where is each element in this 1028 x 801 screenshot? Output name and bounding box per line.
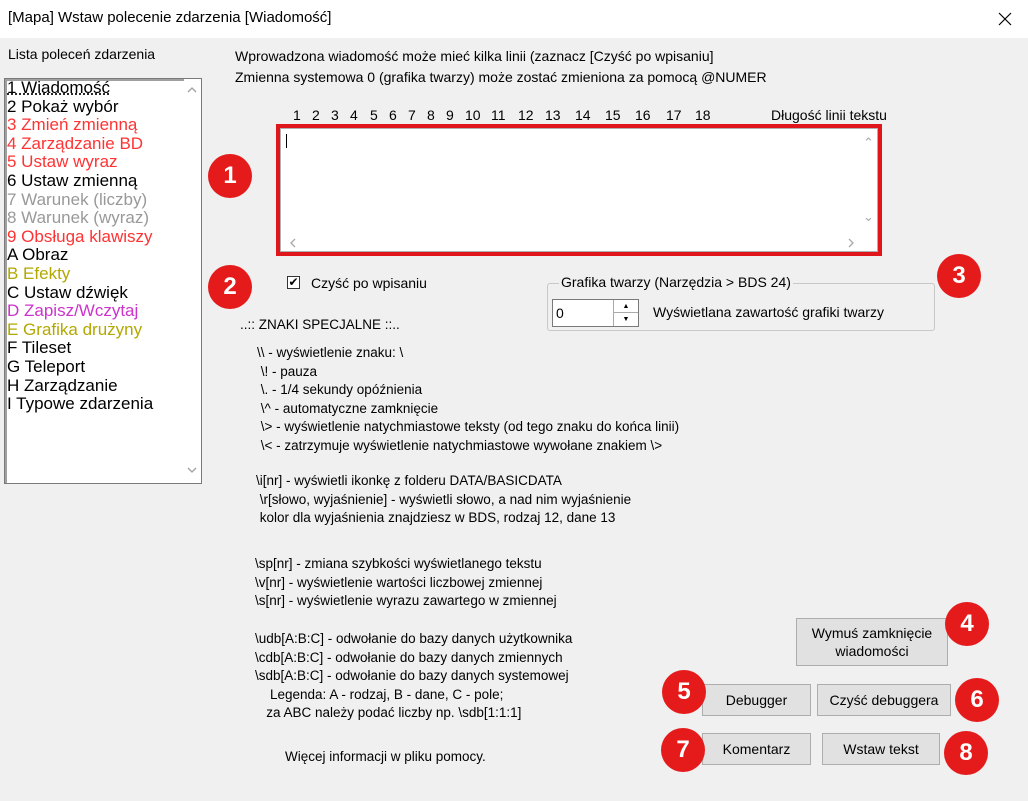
clear-after-entry-label: Czyść po wpisaniu [311,275,427,291]
scroll-up-icon[interactable] [187,85,197,95]
ruler-number: 14 [575,107,591,123]
annotation-badge-1: 1 [208,154,252,198]
clear-debugger-button[interactable]: Czyść debuggera [817,684,951,716]
face-graphic-legend: Grafika twarzy (Narzędzia > BDS 24) [561,274,791,290]
scroll-down-icon[interactable] [187,465,197,475]
info-line-2: Zmienna systemowa 0 (grafika twarzy) może zostać zmieniona za pomocą @NUMER [235,69,767,85]
annotation-badge-3: 3 [937,254,981,298]
clear-after-entry-checkbox[interactable]: ✔ [288,275,299,289]
ruler-number: 15 [605,107,621,123]
annotation-badge-5: 5 [662,670,706,714]
message-textarea[interactable] [280,128,878,252]
special-chars-block-2: \i[nr] - wyświetli ikonkę z folderu DATA/BASICDATA \r[słowo, wyjaśnienie] - wyświetli słowo, a nad nim wyjaśnienie kolor dla wyjaśnienia znajdziesz w BDS, rodzaj 12, dane 13 [256,473,632,525]
ruler-number: 13 [545,107,561,123]
ruler-number: 2 [312,107,320,123]
annotation-badge-6: 6 [955,678,999,722]
ruler-number: 1 [293,107,301,123]
force-close-button[interactable]: Wymuś zamknięcie wiadomości [796,618,948,666]
ruler-label: Długość linii tekstu [771,107,887,123]
face-graphic-value[interactable]: 0 [556,305,564,321]
info-line-1: Wprowadzona wiadomość może mieć kilka linii (zaznacz [Czyść po wpisaniu] [235,48,714,64]
ruler-number: 4 [350,107,358,123]
command-list-item[interactable]: I Typowe zdarzenia [7,394,154,414]
special-chars-block-1: \\ - wyświetlenie znaku: \ \! - pauza \. - 1/4 sekundy opóźnienia \^ - automatyczne zamknięcie \> - wyświetlenie natychmiastowe teksty (od tego znaku do końca linii) \< - zatrzymuje wyświetlenie natychmiastowe wywołane znakiem \> [257,345,680,453]
command-list-item[interactable]: 1 Wiadomość [7,78,110,97]
spin-down-icon[interactable]: ▼ [622,315,630,323]
ruler-number: 8 [427,107,435,123]
face-graphic-description: Wyświetlana zawartość grafiki twarzy [653,304,884,320]
command-list-items[interactable] [5,79,183,414]
title-bar [0,0,1028,38]
command-list-item[interactable]: C Ustaw dźwięk [7,282,128,302]
command-list-item[interactable]: 5 Ustaw wyraz [7,152,118,172]
annotation-badge-8: 8 [944,731,988,775]
command-list-item[interactable]: F Tileset [7,338,72,358]
special-chars-block-4: \udb[A:B:C] - odwołanie do bazy danych użytkownika \cdb[A:B:C] - odwołanie do bazy danych zmiennych \sdb[A:B:C] - odwołanie do bazy danych systemowej Legenda: A - rodzaj, B - dane, C - pole; za ABC należy podać liczby np. \sdb[1:1:1] [255,631,573,720]
command-list-item[interactable]: D Zapisz/Wczytaj [7,301,139,321]
help-file-note: Więcej informacji w pliku pomocy. [285,749,486,764]
list-scrollbar[interactable] [184,79,201,483]
spin-up-icon[interactable]: ▲ [614,300,638,313]
command-list[interactable] [4,78,202,484]
textarea-vscroll[interactable] [860,129,877,233]
list-label: Lista poleceń zdarzenia [8,46,156,62]
textarea-hscroll[interactable] [281,234,861,251]
ruler-number: 18 [695,107,711,123]
scroll-right-icon[interactable] [847,238,855,248]
command-list-item[interactable]: B Efekty [7,263,71,283]
scroll-up-icon[interactable]: ⌃ [863,135,874,150]
face-graphic-spinner[interactable] [552,299,639,327]
ruler-number: 16 [635,107,651,123]
command-list-item[interactable]: 4 Zarządzanie BD [7,133,144,153]
annotation-badge-4: 4 [945,602,989,646]
annotation-badge-2: 2 [208,265,252,309]
ruler-number: 10 [465,107,481,123]
scroll-left-icon[interactable] [289,238,297,248]
ruler-number: 17 [666,107,682,123]
ruler-number: 3 [331,107,339,123]
ruler-number: 7 [408,107,416,123]
text-caret [286,134,287,148]
ruler-number: 9 [446,107,454,123]
command-list-item[interactable]: 8 Warunek (wyraz) [7,208,150,228]
debugger-button[interactable]: Debugger [702,684,811,716]
command-list-item[interactable]: G Teleport [7,356,86,376]
ruler-number: 11 [491,107,506,123]
command-list-item[interactable]: H Zarządzanie [7,375,118,395]
command-list-item[interactable]: E Grafika drużyny [7,319,143,339]
insert-text-button[interactable]: Wstaw tekst [822,733,940,765]
close-icon[interactable] [982,0,1028,38]
command-list-item[interactable]: A Obraz [7,245,69,265]
command-list-item[interactable]: 6 Ustaw zmienną [7,170,138,190]
window-title: [Mapa] Wstaw polecenie zdarzenia [Wiadomość] [8,9,332,26]
command-list-item[interactable]: 2 Pokaż wybór [7,96,119,116]
command-list-item[interactable]: 7 Warunek (liczby) [7,189,148,209]
special-chars-block-3: \sp[nr] - zmiana szybkości wyświetlanego tekstu \v[nr] - wyświetlenie wartości liczbowej zmiennej \s[nr] - wyświetlenie wyrazu zawartego w zmiennej [255,556,557,608]
ruler-number: 12 [518,107,534,123]
special-chars-header: ..:: ZNAKI SPECJALNE ::.. [240,317,400,332]
ruler-number: 5 [370,107,378,123]
scroll-down-icon[interactable]: ⌄ [863,209,874,224]
command-list-item[interactable]: 9 Obsługa klawiszy [7,226,153,246]
comment-button[interactable]: Komentarz [702,733,811,765]
annotation-badge-7: 7 [661,728,705,772]
command-list-item[interactable]: 3 Zmień zmienną [7,115,138,135]
ruler-number: 6 [389,107,397,123]
